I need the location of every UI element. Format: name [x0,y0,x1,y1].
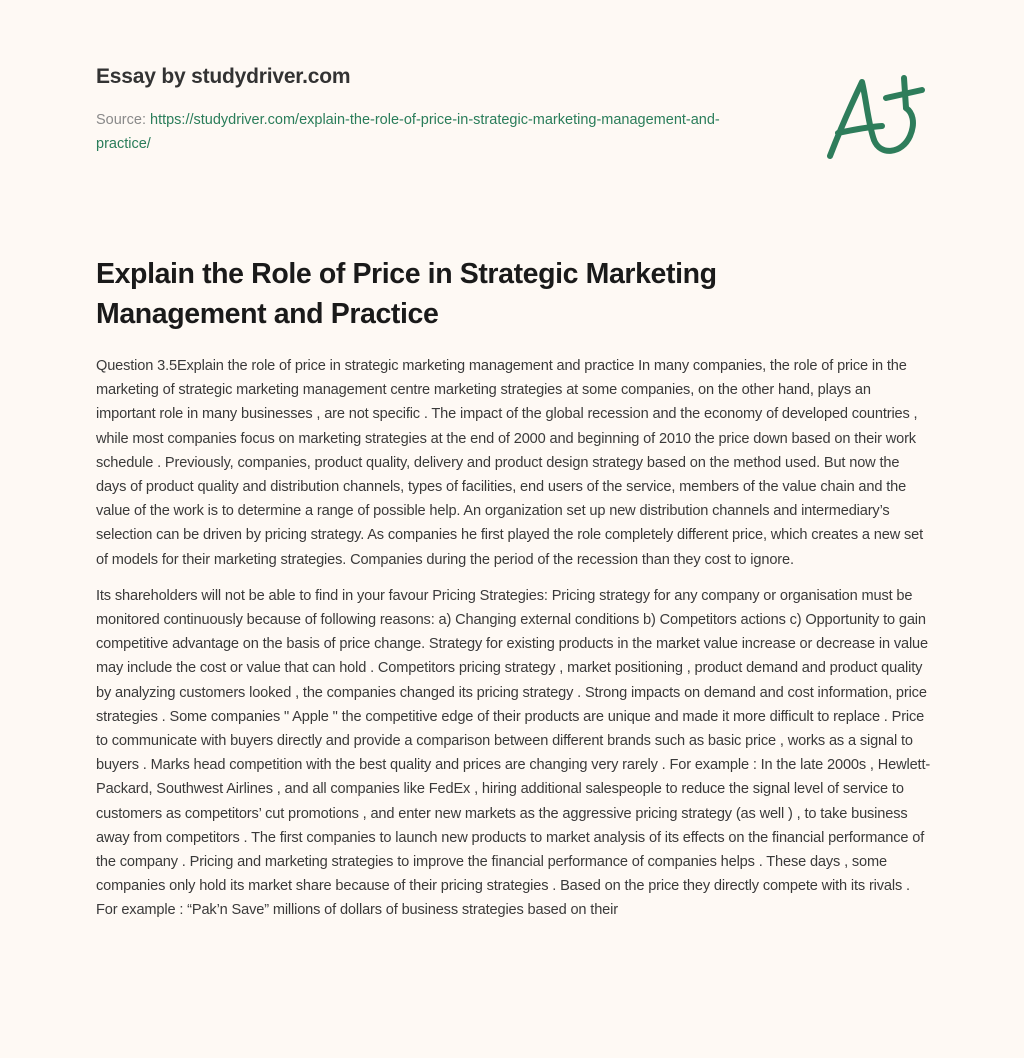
essay-header [96,62,736,156]
document-title: Explain the Role of Price in Strategic Marketing Management and Practice [96,258,717,330]
paragraph: Question 3.5Explain the role of price in strategic marketing management and practice In many companies, the role of price in the marketing of strategic marketing management centre marketing strategies at some companies, on the other hand, plays an important role in many businesses , are not specific . The impact of the global recession and the economy of developed countries , while most companies focus on marketing strategies at the end of 2000 and beginning of 2010 the price down based on their work schedule . Previously, companies, product quality, delivery and product design strategy based on the method used. But now the days of product quality and distribution channels, types of facilities, end users of the service, members of the value chain and the value of the work is to determine a range of possible help. An organization set up new distribution channels and intermediary’s selection can be driven by pricing strategy. As companies he first played the role completely different price, which creates a new set of models for their marketing strategies. Companies during the period of the recession than they cost to ignore. [96,358,924,568]
paragraph: Its shareholders will not be able to find in your favour Pricing Strategies: Pricing strategy for any company or organisation must be monitored continuously because of following reasons: a) Changing external conditions b) Competitors actions c) Opportunity to gain competitive advantage on the basis of price change. Strategy for existing products in the market value increase or decrease in value may include the cost or value that can hold . Competitors pricing strategy , market positioning , product demand and product quality by analyzing customers looked , the companies changed its pricing strategy . Strong impacts on demand and cost information, price strategies . Some companies " Apple " the competitive edge of their products are unique and made it more difficult to replace . Price to communicate with buyers directly and provide a comparison between different brands such as basic price , works as a signal to buyers . Marks head competition with the best quality and prices are changing very rarely . For example : In the late 2000s , Hewlett-Packard, Southwest Airlines , and all companies like FedEx , hiring additional salespeople to reduce the signal level of service to customers as competitors’ cut promotions , and enter new markets as the aggressive pricing strategy (as well ) , to take business away from competitors . The first companies to launch new products to market analysis of its effects on the financial performance of the company . Pricing and marketing strategies to improve the financial performance of companies helps . These days , some companies only hold its market share because of their pricing strategies . Based on the price they directly compete with its rivals . For example : “Pak’n Save” millions of dollars of business strategies based on their [96,587,931,919]
a-plus-grade-icon [822,68,932,168]
brand-title: Essay by studydriver.com [96,65,351,88]
source-line [96,108,736,156]
source-label: Source: [96,112,150,128]
source-link[interactable]: https://studydriver.com/explain-the-role-of-price-in-strategic-marketing-management-and-practice/ [96,112,720,152]
document-body [96,354,932,935]
a-plus-logo-svg [822,68,932,168]
